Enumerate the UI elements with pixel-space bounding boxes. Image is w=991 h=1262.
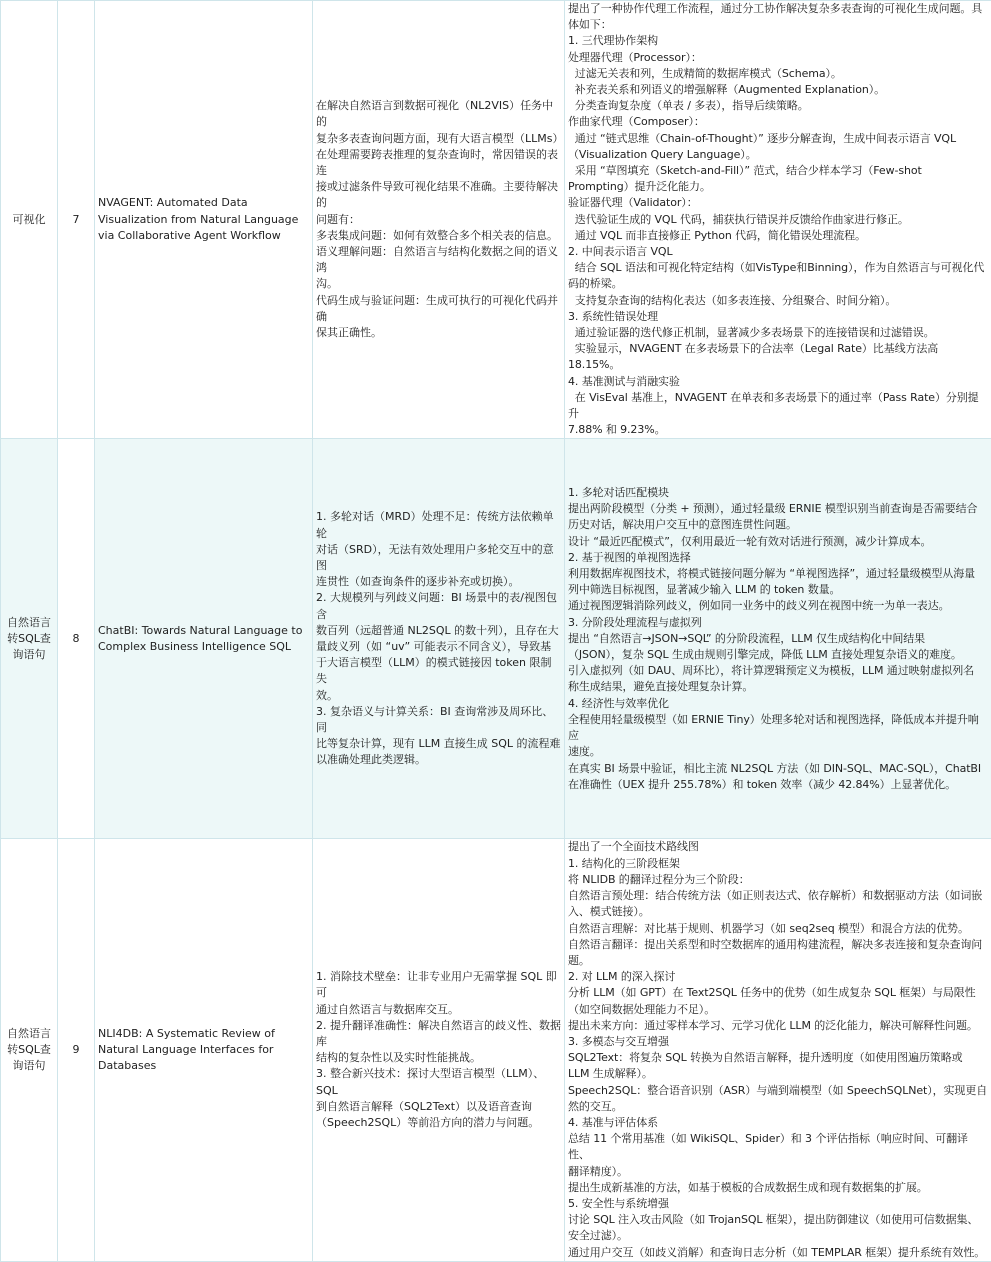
contribution-line: 通过用户交互（如歧义消解）和查询日志分析（如 TEMPLAR 框架）提升系统有效性。 [568, 1245, 988, 1261]
contribution-line: 作曲家代理（Composer）： [568, 114, 988, 130]
problem-line: 于大语言模型（LLM）的模式链接因 token 限制失 [316, 655, 561, 687]
index-cell [58, 439, 95, 839]
contribution-line: 实验显示，NVAGENT 在多表场景下的合法率（Legal Rate）比基线方法高 18.15%。 [568, 341, 988, 373]
contribution-line: （Visualization Query Language）。 [568, 147, 988, 163]
index-cell [58, 839, 95, 1261]
problem-line: 比等复杂计算，现有 LLM 直接生成 SQL 的流程难 [316, 736, 561, 752]
problem-line: 2. 大规模列与列歧义问题：BI 场景中的表/视图包含 [316, 590, 561, 622]
contribution-line: 2. 对 LLM 的深入探讨 [568, 969, 988, 985]
problem-line: 连贯性（如查询条件的逐步补充或切换）。 [316, 574, 561, 590]
contribution-line: 5. 安全性与系统增强 [568, 1196, 988, 1212]
contribution-line: 将 NLIDB 的翻译过程分为三个阶段： [568, 872, 988, 888]
contribution-line: 通过验证器的迭代修正机制，显著减少多表场景下的连接错误和过滤错误。 [568, 325, 988, 341]
problem-line: （Speech2SQL）等前沿方向的潜力与问题。 [316, 1115, 561, 1131]
problem-line: 保其正确性。 [316, 325, 561, 341]
contribution-line: （JSON），复杂 SQL 生成由规则引擎完成，降低 LLM 直接处理复杂语义的难度。 [568, 647, 988, 663]
contribution-line: 在 VisEval 基准上，NVAGENT 在单表和多表场景下的通过率（Pass Rate）分别提升 [568, 390, 988, 422]
contribution-line: 体如下： [568, 17, 988, 33]
category-label: 自然语言 转SQL查 询语句 [4, 1026, 54, 1075]
contribution-cell [565, 439, 991, 839]
problem-line: 结构的复杂性以及实时性能挑战。 [316, 1050, 561, 1066]
contribution-line: 列中筛选目标视图，显著减少输入 LLM 的 token 数量。 [568, 582, 988, 598]
contribution-line: 讨论 SQL 注入攻击风险（如 TrojanSQL 框架），提出防御建议（如使用可信数据集、 [568, 1212, 988, 1228]
contribution-line: 自然语言理解：对比基于规则、机器学习（如 seq2seq 模型）和混合方法的优势。 [568, 921, 988, 937]
contribution-line: 4. 经济性与效率优化 [568, 696, 988, 712]
index-cell [58, 1, 95, 439]
contribution-line: 利用数据库视图技术，将模式链接问题分解为 “单视图选择”，通过轻量级模型从海量 [568, 566, 988, 582]
contribution-line: 通过视图逻辑消除列歧义，例如同一业务中的歧义列在视图中统一为单一表达。 [568, 598, 988, 614]
problem-line: 复杂多表查询问题方面，现有大语言模型（LLMs） [316, 131, 561, 147]
problem-line: 3. 整合新兴技术：探讨大型语言模型（LLM）、SQL [316, 1066, 561, 1098]
contribution-line: 在准确性（UEX 提升 255.78%）和 token 效率（减少 42.84%）上显著优化。 [568, 777, 988, 793]
problem-line: 沟。 [316, 276, 561, 292]
contribution-line: 自然语言预处理：结合传统方法（如正则表达式、依存解析）和数据驱动方法（如词嵌 [568, 888, 988, 904]
contribution-line: 分析 LLM（如 GPT）在 Text2SQL 任务中的优势（如生成复杂 SQL 框架）与局限性 [568, 985, 988, 1001]
category-cell [1, 439, 58, 839]
paper-title: ChatBI: Towards Natural Language to Complex Business Intelligence SQL [98, 624, 302, 653]
paper-title-cell [95, 839, 313, 1261]
paper-title-cell [95, 439, 313, 839]
problem-line: 接或过滤条件导致可视化结果不准确。主要待解决的 [316, 179, 561, 211]
contribution-line: 提出两阶段模型（分类 + 预测），通过轻量级 ERNIE 模型识别当前查询是否需要结合 [568, 501, 988, 517]
contribution-line: 2. 中间表示语言 VQL [568, 244, 988, 260]
contribution-line: 3. 系统性错误处理 [568, 309, 988, 325]
contribution-line: 7.88% 和 9.23%。 [568, 422, 988, 438]
problem-line: 到自然语言解释（SQL2Text）以及语音查询 [316, 1099, 561, 1115]
contribution-line: 提出生成新基准的方法，如基于模板的合成数据生成和现有数据集的扩展。 [568, 1180, 988, 1196]
category-label: 可视化 [13, 213, 46, 226]
table-row [1, 839, 991, 1261]
problem-line: 代码生成与验证问题：生成可执行的可视化代码并确 [316, 293, 561, 325]
row-index: 7 [73, 213, 80, 226]
contribution-line: 速度。 [568, 744, 988, 760]
problem-line: 1. 多轮对话（MRD）处理不足：传统方法依赖单轮 [316, 509, 561, 541]
contribution-line: 通过 “链式思维（Chain-of-Thought）” 逐步分解查询，生成中间表示语言 VQL [568, 131, 988, 147]
paper-title: NLI4DB: A Systematic Review of Natural Language Interfaces for Databases [98, 1027, 275, 1072]
contribution-line: 采用 “草图填充（Sketch-and-Fill）” 范式，结合少样本学习（Few-shot [568, 163, 988, 179]
problem-line: 对话（SRD），无法有效处理用户多轮交互中的意图 [316, 542, 561, 574]
contribution-line: 3. 分阶段处理流程与虚拟列 [568, 615, 988, 631]
row-index: 8 [73, 632, 80, 645]
contribution-line: 补充表关系和列语义的增强解释（Augmented Explanation）。 [568, 82, 988, 98]
contribution-line: 在真实 BI 场景中验证，相比主流 NL2SQL 方法（如 DIN-SQL、MAC-SQL），ChatBI [568, 761, 988, 777]
contribution-line: Speech2SQL：整合语音识别（ASR）与端到端模型（如 SpeechSQLNet），实现更自 [568, 1083, 988, 1099]
contribution-line: 4. 基准与评估体系 [568, 1115, 988, 1131]
problem-line: 效。 [316, 688, 561, 704]
contribution-line: 迭代验证生成的 VQL 代码，捕获执行错误并反馈给作曲家进行修正。 [568, 212, 988, 228]
contribution-line: 通过 VQL 而非直接修正 Python 代码，简化错误处理流程。 [568, 228, 988, 244]
contribution-line: 翻译精度）。 [568, 1164, 988, 1180]
contribution-line: 总结 11 个常用基准（如 WikiSQL、Spider）和 3 个评估指标（响应时间、可翻译性、 [568, 1131, 988, 1163]
contribution-line: （如空间数据处理能力不足）。 [568, 1002, 988, 1018]
contribution-cell [565, 1, 991, 439]
contribution-line: 自然语言翻译：提出关系型和时空数据库的通用构建流程，解决多表连接和复杂查询问 [568, 937, 988, 953]
contribution-line: 安全过滤）。 [568, 1228, 988, 1244]
contribution-line: 入、模式链接）。 [568, 904, 988, 920]
contribution-line: 3. 多模态与交互增强 [568, 1034, 988, 1050]
contribution-line: 提出了一种协作代理工作流程，通过分工协作解决复杂多表查询的可视化生成问题。具 [568, 1, 988, 17]
problem-line: 多表集成问题：如何有效整合多个相关表的信息。 [316, 228, 561, 244]
contribution-line: 历史对话，解决用户交互中的意图连贯性问题。 [568, 517, 988, 533]
contribution-line: 称生成结果，避免直接处理复杂计算。 [568, 679, 988, 695]
problem-cell [313, 439, 565, 839]
category-cell [1, 1, 58, 439]
problem-line: 在处理需要跨表推理的复杂查询时，常因错误的表连 [316, 147, 561, 179]
problem-line: 1. 消除技术壁垒：让非专业用户无需掌握 SQL 即可 [316, 969, 561, 1001]
problem-line: 量歧义列（如 “uv” 可能表示不同含义），导致基 [316, 639, 561, 655]
contribution-line: 分类查询复杂度（单表 / 多表），指导后续策略。 [568, 98, 988, 114]
contribution-line: 支持复杂查询的结构化表达（如多表连接、分组聚合、时间分箱）。 [568, 293, 988, 309]
category-label: 自然语言 转SQL查 询语句 [4, 615, 54, 664]
problem-line: 问题有： [316, 212, 561, 228]
category-cell [1, 839, 58, 1261]
contribution-cell [565, 839, 991, 1261]
contribution-line: 提出了一个全面技术路线图 [568, 839, 988, 855]
contribution-line: 引入虚拟列（如 DAU、周环比），将计算逻辑预定义为模板，LLM 通过映射虚拟列名 [568, 663, 988, 679]
contribution-line: 1. 三代理协作架构 [568, 33, 988, 49]
contribution-line: 提出 “自然语言→JSON→SQL” 的分阶段流程，LLM 仅生成结构化中间结果 [568, 631, 988, 647]
problem-line: 语义理解问题：自然语言与结构化数据之间的语义鸿 [316, 244, 561, 276]
contribution-line: 然的交互。 [568, 1099, 988, 1115]
paper-title: NVAGENT: Automated Data Visualization from Natural Language via Collaborative Agent Workflow [98, 196, 298, 241]
contribution-line: SQL2Text：将复杂 SQL 转换为自然语言解释，提升透明度（如使用图遍历策略或 [568, 1050, 988, 1066]
contribution-line: 过滤无关表和列，生成精简的数据库模式（Schema）。 [568, 66, 988, 82]
paper-title-cell [95, 1, 313, 439]
problem-cell [313, 1, 565, 439]
problem-line: 通过自然语言与数据库交互。 [316, 1002, 561, 1018]
problem-line: 3. 复杂语义与计算关系：BI 查询常涉及周环比、同 [316, 704, 561, 736]
contribution-line: 4. 基准测试与消融实验 [568, 374, 988, 390]
contribution-line: 1. 结构化的三阶段框架 [568, 856, 988, 872]
contribution-line: 提出未来方向：通过零样本学习、元学习优化 LLM 的泛化能力，解决可解释性问题。 [568, 1018, 988, 1034]
contribution-line: 设计 “最近匹配模式”，仅利用最近一轮有效对话进行预测，减少计算成本。 [568, 534, 988, 550]
contribution-line: 1. 多轮对话匹配模块 [568, 485, 988, 501]
problem-line: 数百列（远超普通 NL2SQL 的数十列），且存在大 [316, 623, 561, 639]
contribution-line: 码的桥梁。 [568, 276, 988, 292]
contribution-line: Prompting）提升泛化能力。 [568, 179, 988, 195]
problem-line: 在解决自然语言到数据可视化（NL2VIS）任务中的 [316, 98, 561, 130]
problem-line: 2. 提升翻译准确性：解决自然语言的歧义性、数据库 [316, 1018, 561, 1050]
contribution-line: 验证器代理（Validator）： [568, 195, 988, 211]
row-index: 9 [73, 1043, 80, 1056]
contribution-line: 处理器代理（Processor）： [568, 50, 988, 66]
contribution-line: 全程使用轻量级模型（如 ERNIE Tiny）处理多轮对话和视图选择，降低成本并提升响应 [568, 712, 988, 744]
problem-cell [313, 839, 565, 1261]
contribution-line: LLM 生成解释）。 [568, 1066, 988, 1082]
contribution-line: 结合 SQL 语法和可视化特定结构（如VisType和Binning），作为自然语言与可视化代 [568, 260, 988, 276]
contribution-line: 2. 基于视图的单视图选择 [568, 550, 988, 566]
contribution-line: 题。 [568, 953, 988, 969]
problem-line: 以准确处理此类逻辑。 [316, 752, 561, 768]
table-row [1, 1, 991, 439]
table-row [1, 439, 991, 839]
